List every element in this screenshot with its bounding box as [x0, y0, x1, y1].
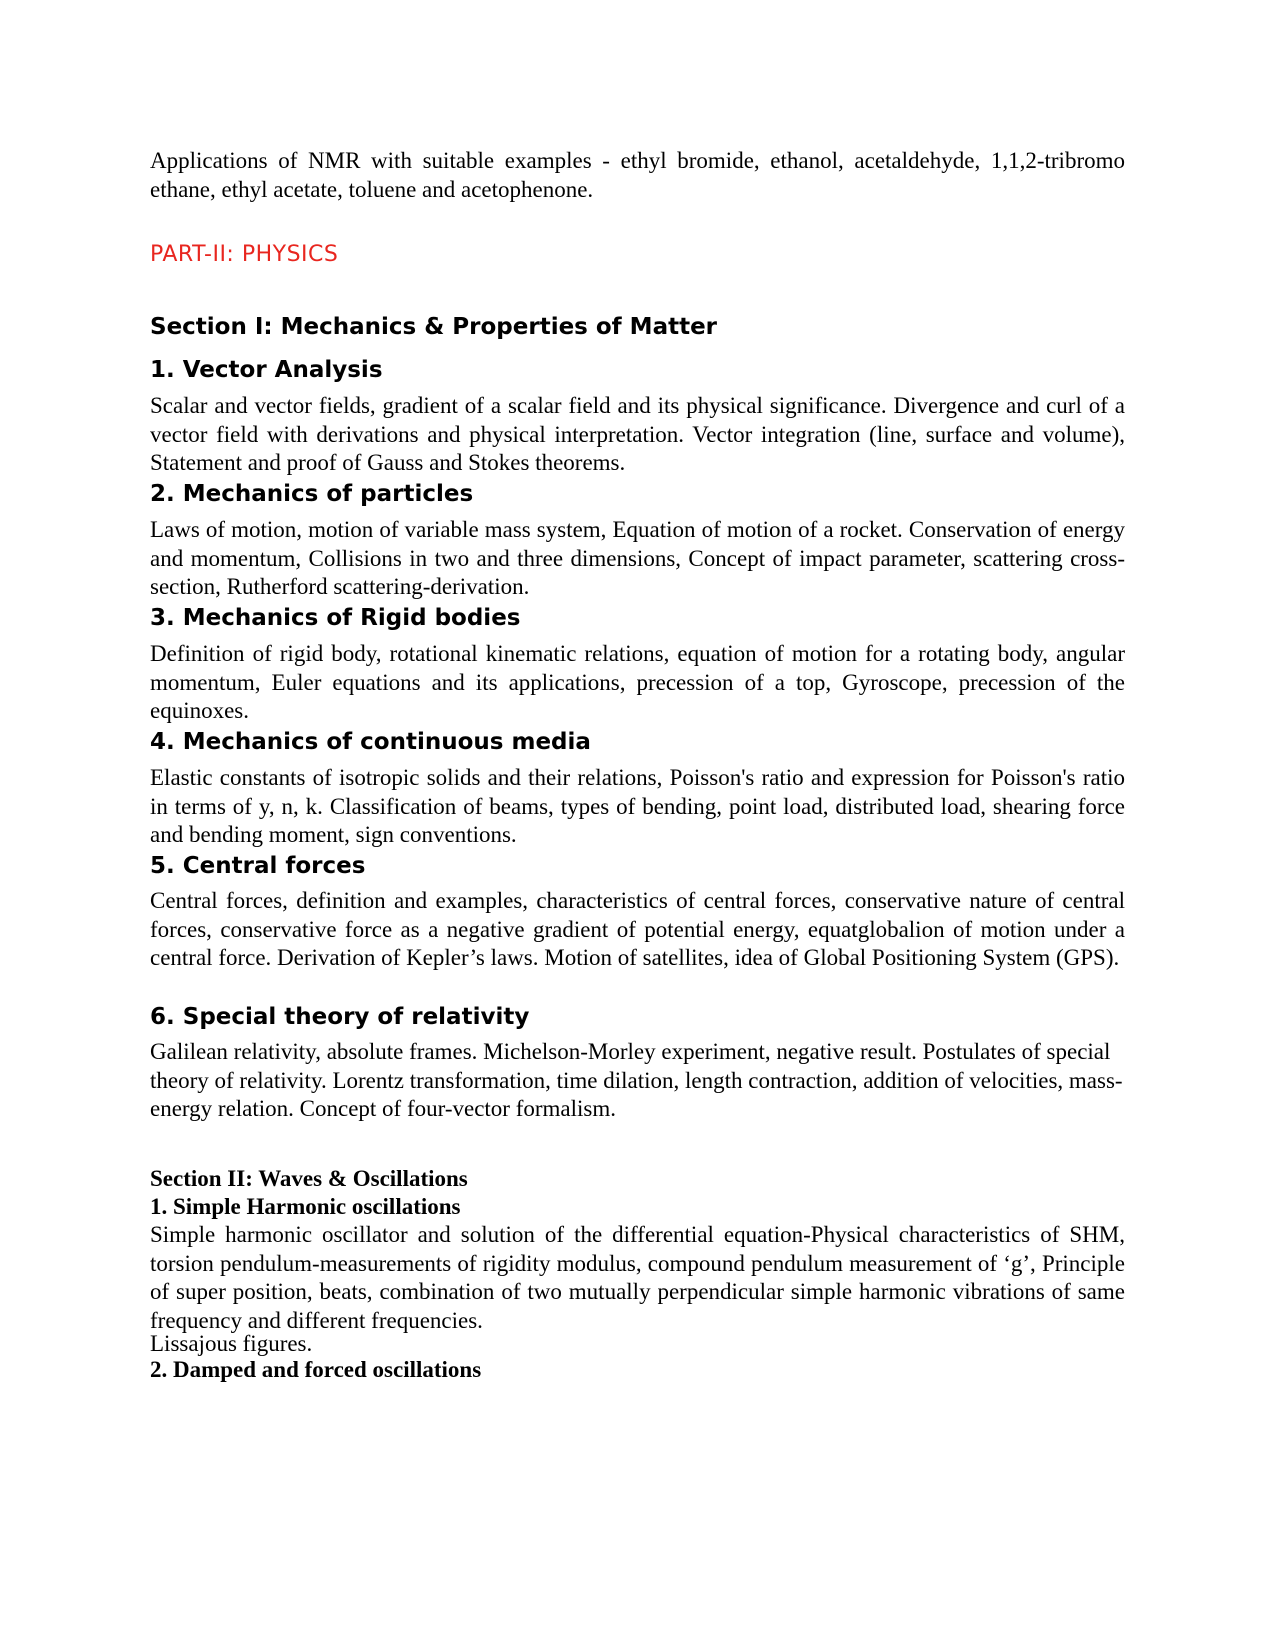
topic-heading-shm: 1. Simple Harmonic oscillations	[150, 1194, 461, 1219]
section1-title: Section I: Mechanics & Properties of Matter	[150, 314, 718, 340]
topic-body-central-forces: Central forces, definition and examples, characteristics of central forces, conservative nature of central forces, conservative force as a negative gradient of potential energy, equatglobalion of motion under a central force. Derivation of Kepler’s laws. Motion of satellites, idea of Global Positioning System (GPS).	[150, 888, 1125, 971]
topic-heading-damped-forced: 2. Damped and forced oscillations	[150, 1357, 482, 1382]
topic-body-rigid-bodies: Definition of rigid body, rotational kinematic relations, equation of motion for a rotating body, angular momentum, Euler equations and its applications, precession of a top, Gyroscope, precession of the equinoxes.	[150, 641, 1125, 724]
topic-body-relativity: Galilean relativity, absolute frames. Michelson-Morley experiment, negative result. Postulates of special theory of relativity. Lorentz transformation, time dilation, length contraction, addition of velocities, mass-energy relation. Concept of four-vector formalism.	[150, 1039, 1123, 1122]
topic-body-vector-analysis: Scalar and vector fields, gradient of a scalar field and its physical significance. Divergence and curl of a vector field with derivations and physical interpretation. Vector integration (line, surface and volume), Statement and proof of Gauss and Stokes theorems.	[150, 393, 1125, 476]
part-title: PART-II: PHYSICS	[150, 242, 339, 267]
topic-heading-rigid-bodies: 3. Mechanics of Rigid bodies	[150, 605, 521, 631]
topic-heading-vector-analysis: 1. Vector Analysis	[150, 357, 383, 383]
topic-heading-central-forces: 5. Central forces	[150, 853, 366, 879]
topic-body-shm: Simple harmonic oscillator and solution of the differential equation-Physical characteristics of SHM, torsion pendulum-measurements of rigidity modulus, compound pendulum measurement of ‘g’, Principle of super position, beats, combination of two mutually perpendicular simple harmonic vibrations of same frequency and different frequencies.	[150, 1222, 1125, 1334]
intro-paragraph: Applications of NMR with suitable examples - ethyl bromide, ethanol, acetaldehyde, 1,1,2-tribromo ethane, ethyl acetate, toluene and acetophenone.	[150, 148, 1125, 202]
topic-body-mechanics-particles: Laws of motion, motion of variable mass system, Equation of motion of a rocket. Conservation of energy and momentum, Collisions in two and three dimensions, Concept of impact parameter, scattering cross-section, Rutherford scattering-derivation.	[150, 517, 1125, 600]
topic-body-continuous-media: Elastic constants of isotropic solids and their relations, Poisson's ratio and expression for Poisson's ratio in terms of y, n, k. Classification of beams, types of bending, point load, distributed load, shearing force and bending moment, sign conventions.	[150, 765, 1125, 848]
topic-heading-continuous-media: 4. Mechanics of continuous media	[150, 729, 591, 755]
topic-extra-lissajous: Lissajous figures.	[150, 1331, 313, 1356]
section2-title: Section II: Waves & Oscillations	[150, 1166, 468, 1191]
topic-heading-mechanics-particles: 2. Mechanics of particles	[150, 481, 474, 507]
topic-heading-relativity: 6. Special theory of relativity	[150, 1004, 530, 1030]
